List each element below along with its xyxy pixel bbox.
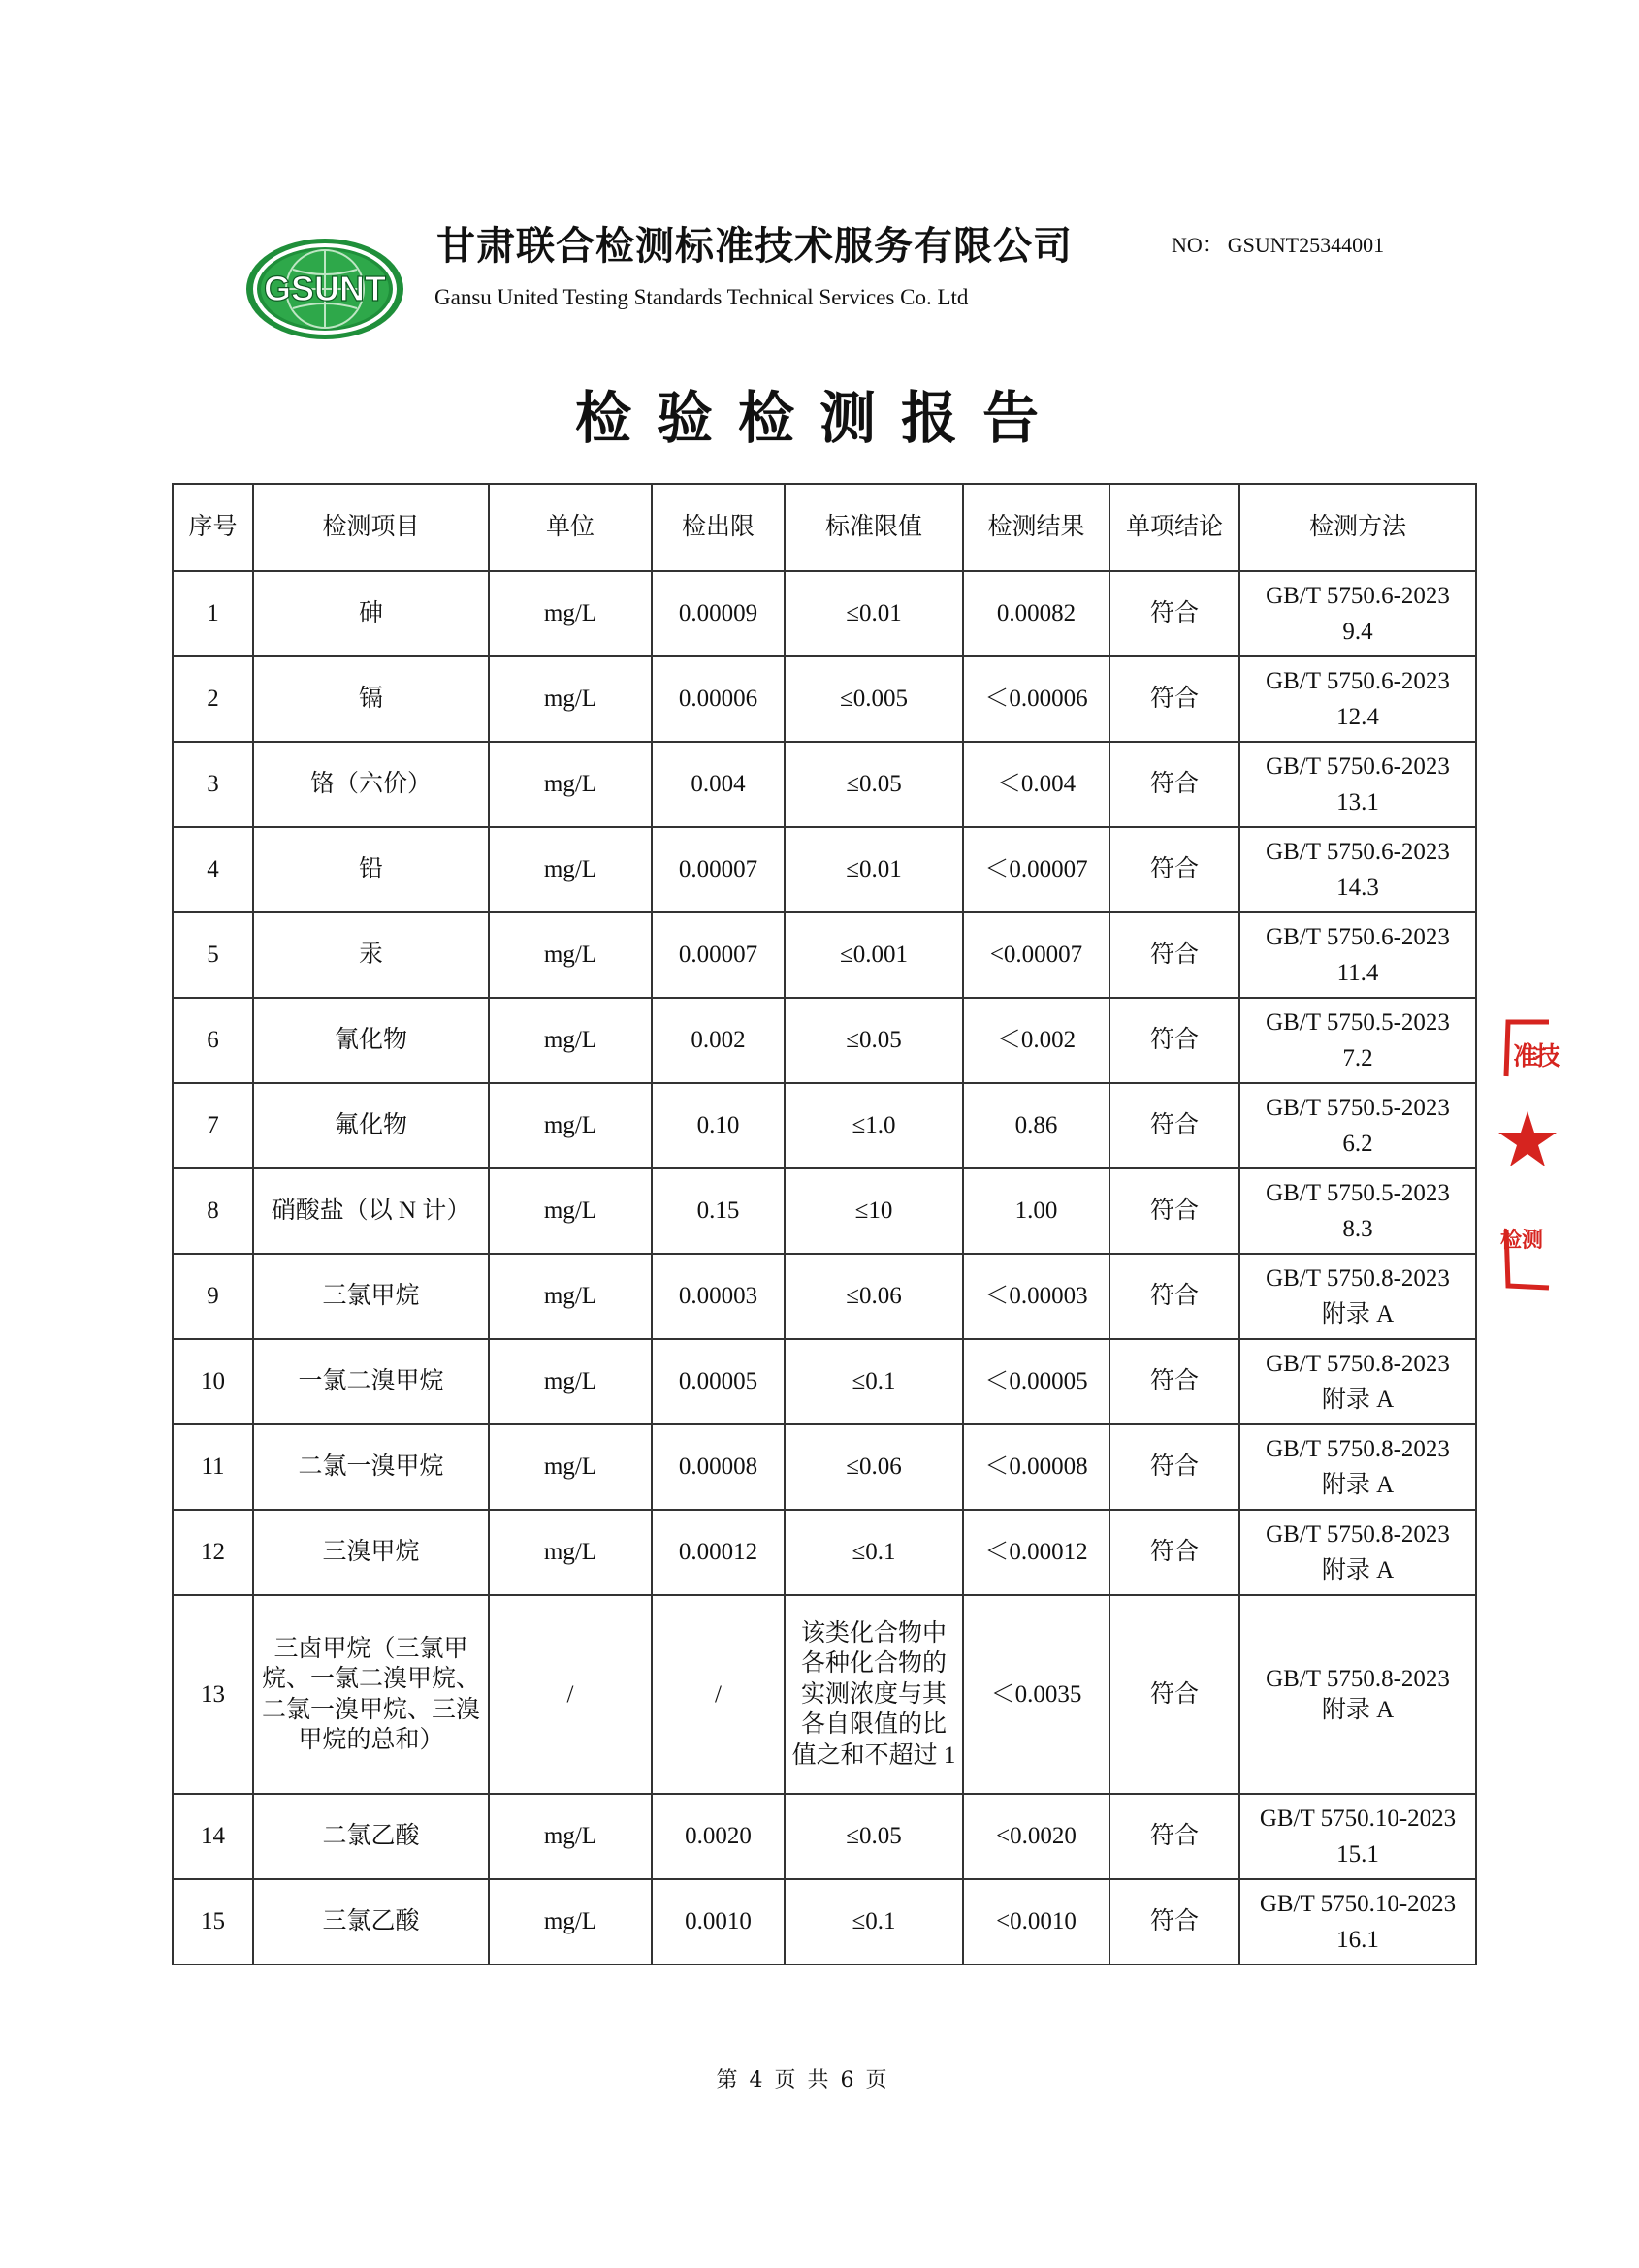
cell-no: 9 [173,1254,253,1339]
cell-no: 11 [173,1424,253,1510]
table-header-row [173,484,1476,571]
cell-standard-limit: ≤0.05 [785,1794,963,1879]
table-row [173,1595,1476,1794]
cell-method [1239,742,1476,827]
cell-unit: mg/L [489,1254,652,1339]
column-header: 标准限值 [785,484,963,571]
results-table [172,483,1477,1965]
table-row [173,1424,1476,1510]
cell-standard-limit: ≤1.0 [785,1083,963,1168]
table-row [173,656,1476,742]
cell-method [1239,1339,1476,1424]
cell-standard-limit: ≤0.06 [785,1424,963,1510]
cell-result: ＜0.00005 [963,1339,1109,1424]
table-row [173,827,1476,912]
method-clause: 13.1 [1336,789,1379,815]
cell-result: ＜0.00006 [963,656,1109,742]
cell-result: ＜0.00012 [963,1510,1109,1595]
cell-unit: mg/L [489,1083,652,1168]
method-clause: 附录 A [1321,1557,1395,1583]
column-header: 检测项目 [253,484,489,571]
cell-conclusion: 符合 [1109,912,1239,998]
cell-item: 铅 [253,827,489,912]
cell-detection-limit: 0.00007 [652,912,785,998]
method-standard: GB/T 5750.5-2023 [1266,1179,1450,1206]
cell-detection-limit: / [652,1595,785,1794]
cell-result: ＜0.002 [963,998,1109,1083]
cell-method [1239,1794,1476,1879]
cell-conclusion: 符合 [1109,571,1239,656]
cell-result: ＜0.00008 [963,1424,1109,1510]
cell-result: ＜0.004 [963,742,1109,827]
method-clause: 9.4 [1342,619,1373,645]
cell-result: <0.00007 [963,912,1109,998]
cell-detection-limit: 0.0010 [652,1879,785,1965]
cell-no: 6 [173,998,253,1083]
cell-detection-limit: 0.00007 [652,827,785,912]
page-total: 6 [840,2068,854,2092]
cell-detection-limit: 0.00005 [652,1339,785,1424]
method-standard: GB/T 5750.8-2023 [1266,1520,1450,1548]
cell-item: 氟化物 [253,1083,489,1168]
method-clause: 12.4 [1336,704,1379,730]
cell-method [1239,1254,1476,1339]
cell-detection-limit: 0.00003 [652,1254,785,1339]
cell-conclusion: 符合 [1109,827,1239,912]
method-standard: GB/T 5750.10-2023 [1259,1805,1457,1832]
cell-unit: mg/L [489,912,652,998]
cell-method [1239,571,1476,656]
cell-conclusion: 符合 [1109,1595,1239,1794]
column-header: 单位 [489,484,652,571]
cell-detection-limit: 0.002 [652,998,785,1083]
method-clause: 附录 A [1321,1301,1395,1327]
method-standard: GB/T 5750.6-2023 [1266,752,1450,780]
cell-result: ＜0.0035 [963,1595,1109,1794]
method-standard: GB/T 5750.8-2023 [1266,1666,1450,1692]
cell-no: 4 [173,827,253,912]
method-standard: GB/T 5750.6-2023 [1266,582,1450,609]
cell-standard-limit: 该类化合物中各种化合物的实测浓度与其各自限值的比值之和不超过 1 [785,1595,963,1794]
cell-method [1239,998,1476,1083]
cell-detection-limit: 0.15 [652,1168,785,1254]
company-logo [244,237,405,341]
cell-standard-limit: ≤0.06 [785,1254,963,1339]
cell-no: 1 [173,571,253,656]
company-name-en: Gansu United Testing Standards Technical Services Co. Ltd [434,285,969,309]
cell-unit: mg/L [489,998,652,1083]
table-row [173,742,1476,827]
cell-method [1239,1424,1476,1510]
cell-method [1239,1510,1476,1595]
cell-item: 三溴甲烷 [253,1510,489,1595]
table-row [173,1254,1476,1339]
cell-conclusion: 符合 [1109,1510,1239,1595]
method-clause: 14.3 [1336,875,1379,901]
column-header: 序号 [173,484,253,571]
page-mid1: 页 [774,2068,796,2092]
method-standard: GB/T 5750.6-2023 [1266,923,1450,950]
cell-standard-limit: ≤10 [785,1168,963,1254]
cell-unit: mg/L [489,1424,652,1510]
table-row [173,1794,1476,1879]
document-title: 检验检测报告 [574,385,1064,451]
svg-text:准: 准 [1512,1042,1539,1071]
method-clause: 附录 A [1321,1696,1395,1723]
cell-no: 8 [173,1168,253,1254]
page-suffix: 页 [865,2068,887,2092]
cell-standard-limit: ≤0.1 [785,1879,963,1965]
cell-method [1239,656,1476,742]
cell-conclusion: 符合 [1109,1083,1239,1168]
cell-standard-limit: ≤0.005 [785,656,963,742]
cell-unit: mg/L [489,1879,652,1965]
table-row [173,1083,1476,1168]
cell-conclusion: 符合 [1109,1794,1239,1879]
cell-result: ＜0.00007 [963,827,1109,912]
inspection-seal [1499,1018,1561,1290]
cell-item: 硝酸盐（以 N 计） [253,1168,489,1254]
method-standard: GB/T 5750.5-2023 [1266,1094,1450,1121]
method-clause: 7.2 [1342,1045,1373,1071]
cell-conclusion: 符合 [1109,998,1239,1083]
cell-unit: / [489,1595,652,1794]
cell-result: <0.0020 [963,1794,1109,1879]
cell-no: 12 [173,1510,253,1595]
cell-item: 三卤甲烷（三氯甲烷、一氯二溴甲烷、二氯一溴甲烷、三溴甲烷的总和） [253,1595,489,1794]
column-header: 检测方法 [1239,484,1476,571]
cell-conclusion: 符合 [1109,1879,1239,1965]
cell-no: 2 [173,656,253,742]
method-clause: 附录 A [1321,1387,1395,1413]
table-row [173,998,1476,1083]
cell-item: 二氯一溴甲烷 [253,1424,489,1510]
cell-detection-limit: 0.004 [652,742,785,827]
cell-unit: mg/L [489,571,652,656]
cell-detection-limit: 0.0020 [652,1794,785,1879]
cell-unit: mg/L [489,1339,652,1424]
page-mid2: 共 [807,2068,829,2092]
cell-conclusion: 符合 [1109,1339,1239,1424]
table-row [173,1510,1476,1595]
cell-standard-limit: ≤0.001 [785,912,963,998]
cell-result: 1.00 [963,1168,1109,1254]
cell-detection-limit: 0.00008 [652,1424,785,1510]
cell-detection-limit: 0.10 [652,1083,785,1168]
method-standard: GB/T 5750.5-2023 [1266,1008,1450,1036]
method-standard: GB/T 5750.6-2023 [1266,838,1450,865]
cell-conclusion: 符合 [1109,656,1239,742]
cell-standard-limit: ≤0.05 [785,998,963,1083]
svg-text:检测: 检测 [1499,1229,1544,1253]
report-number [1172,229,1384,259]
cell-result: 0.86 [963,1083,1109,1168]
cell-no: 14 [173,1794,253,1879]
cell-result: ＜0.00003 [963,1254,1109,1339]
cell-standard-limit: ≤0.05 [785,742,963,827]
column-header: 单项结论 [1109,484,1239,571]
table-row [173,571,1476,656]
cell-item: 一氯二溴甲烷 [253,1339,489,1424]
cell-no: 5 [173,912,253,998]
method-clause: 11.4 [1336,960,1379,986]
cell-conclusion: 符合 [1109,1168,1239,1254]
cell-unit: mg/L [489,1510,652,1595]
cell-item: 二氯乙酸 [253,1794,489,1879]
method-standard: GB/T 5750.8-2023 [1266,1435,1450,1462]
cell-no: 13 [173,1595,253,1794]
table-row [173,912,1476,998]
cell-detection-limit: 0.00012 [652,1510,785,1595]
cell-no: 15 [173,1879,253,1965]
cell-standard-limit: ≤0.1 [785,1339,963,1424]
cell-detection-limit: 0.00006 [652,656,785,742]
column-header: 检测结果 [963,484,1109,571]
cell-conclusion: 符合 [1109,1424,1239,1510]
cell-no: 10 [173,1339,253,1424]
cell-unit: mg/L [489,1794,652,1879]
cell-item: 氰化物 [253,998,489,1083]
cell-detection-limit: 0.00009 [652,571,785,656]
cell-item: 汞 [253,912,489,998]
svg-text:GSUNT: GSUNT [264,269,386,308]
page-number [0,2063,1603,2093]
cell-result: 0.00082 [963,571,1109,656]
method-standard: GB/T 5750.6-2023 [1266,667,1450,694]
cell-item: 铬（六价） [253,742,489,827]
table-row [173,1879,1476,1965]
table-row [173,1339,1476,1424]
cell-no: 7 [173,1083,253,1168]
cell-no: 3 [173,742,253,827]
method-standard: GB/T 5750.8-2023 [1266,1264,1450,1292]
cell-unit: mg/L [489,656,652,742]
cell-method [1239,1083,1476,1168]
method-clause: 15.1 [1336,1841,1379,1868]
method-standard: GB/T 5750.8-2023 [1266,1350,1450,1377]
method-clause: 8.3 [1342,1216,1373,1242]
cell-method [1239,1168,1476,1254]
company-name-cn: 甘肃联合检测标准技术服务有限公司 [436,224,1073,269]
column-header: 检出限 [652,484,785,571]
method-clause: 6.2 [1342,1131,1373,1157]
cell-item: 砷 [253,571,489,656]
table-row [173,1168,1476,1254]
cell-conclusion: 符合 [1109,1254,1239,1339]
cell-result: <0.0010 [963,1879,1109,1965]
cell-conclusion: 符合 [1109,742,1239,827]
cell-item: 镉 [253,656,489,742]
cell-item: 三氯乙酸 [253,1879,489,1965]
cell-unit: mg/L [489,1168,652,1254]
cell-unit: mg/L [489,742,652,827]
cell-standard-limit: ≤0.1 [785,1510,963,1595]
report-number-value: GSUNT25344001 [1227,233,1385,257]
cell-method [1239,827,1476,912]
cell-standard-limit: ≤0.01 [785,827,963,912]
method-clause: 16.1 [1336,1927,1379,1953]
cell-item: 三氯甲烷 [253,1254,489,1339]
cell-method [1239,1879,1476,1965]
svg-text:技: 技 [1534,1042,1561,1071]
cell-method [1239,912,1476,998]
report-number-label: NO： [1172,233,1224,257]
page-prefix: 第 [716,2068,738,2092]
cell-standard-limit: ≤0.01 [785,571,963,656]
cell-unit: mg/L [489,827,652,912]
method-standard: GB/T 5750.10-2023 [1259,1890,1457,1917]
method-clause: 附录 A [1321,1472,1395,1498]
cell-method [1239,1595,1476,1794]
page-current: 4 [749,2068,763,2092]
